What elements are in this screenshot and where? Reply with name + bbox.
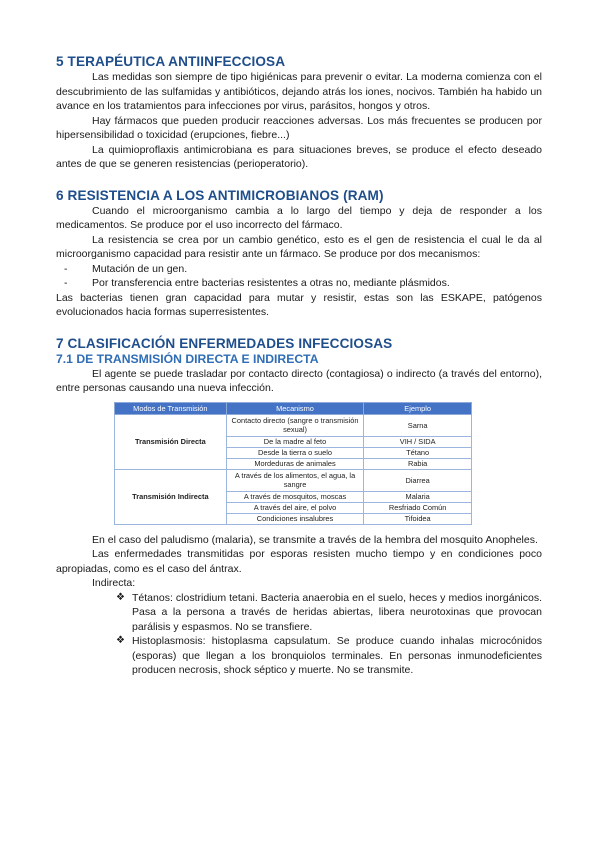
list-item [56, 591, 542, 635]
list-item-text: Por transferencia entre bacterias resistentes a otras no, mediante plásmidos. [92, 277, 450, 289]
table-header-cell: Modos de Transmisión [115, 402, 227, 414]
example-cell: VIH / SIDA [364, 436, 472, 447]
list-item-text: Mutación de un gen. [92, 262, 188, 275]
example-cell: Sarna [364, 414, 472, 436]
transmission-table [114, 402, 472, 525]
s7-paragraph-1: El agente se puede trasladar por contacto directo (contagiosa) o indirecto (a través del entorno), entre personas causando una nueva infección. [56, 367, 542, 394]
s5-paragraph-2: Hay fármacos que pueden producir reacciones adversas. Los más frecuentes se producen por hipersensibilidad o toxicidad (erupciones, fiebre...) [56, 114, 542, 141]
table-header-cell: Mecanismo [226, 402, 364, 414]
s6-paragraph-3: Las bacterias tienen gran capacidad para mutar y resistir, estas son las ESKAPE, patógenos evolucionados hacia formas superresistentes. [56, 291, 542, 318]
list-item-text: Tétanos: clostridium tetani. Bacteria anaerobia en el suelo, heces y medios inorgánicos. Pasa a la persona a través de heridas abiertas, libera neurotoxinas que provocan parálisis y espasmos. No se transfiere. [132, 591, 542, 633]
list-item [56, 262, 542, 277]
mechanism-cell: A través de los alimentos, el agua, la sangre [226, 469, 364, 491]
dash-bullet-icon: - [64, 262, 68, 275]
group-label-direct: Transmisión Directa [115, 414, 227, 469]
example-cell: Malaria [364, 491, 472, 502]
indirect-label: Indirecta: [92, 577, 136, 589]
dash-bullet-icon: - [64, 277, 68, 289]
example-cell: Diarrea [364, 469, 472, 491]
s6-paragraph-1: Cuando el microorganismo cambia a lo largo del tiempo y deja de responder a los medicamentos. Se produce por el uso incorrecto del fármaco. [56, 204, 542, 231]
example-cell: Tétano [364, 447, 472, 458]
mechanism-cell: De la madre al feto [226, 436, 364, 447]
mechanism-cell: A través de mosquitos, moscas [226, 491, 364, 502]
table-row [115, 469, 472, 491]
mechanism-cell: Desde la tierra o suelo [226, 447, 364, 458]
mechanism-cell: Contacto directo (sangre o transmisión sexual) [226, 414, 364, 436]
mechanism-cell: Mordeduras de animales [226, 458, 364, 469]
list-item-text: Histoplasmosis: histoplasma capsulatum. Se produce cuando inhalas microcónidos (esporas) que llegan a los bronquiolos terminales. En personas inmunodeficientes producen necrosis, shock séptico y muerte. No se transmite. [132, 635, 542, 676]
s6-paragraph-2: La resistencia se crea por un cambio genético, esto es el gen de resistencia el cual le da al microorganismo capacidad para resistir ante un fármaco. Se produce por dos mecanismos: [56, 233, 542, 260]
s5-paragraph-1: Las medidas son siempre de tipo higiénicas para prevenir o evitar. La moderna comienza con el descubrimiento de las sulfamidas y antibióticos, dejando atrás los iones, nocivos. También ha habido un avance en los tratamientos para infecciones por virus, parásitos, hongos y otros. [56, 71, 542, 112]
example-cell: Tifoidea [364, 513, 472, 524]
s5-paragraph-3: La quimioproflaxis antimicrobiana es para situaciones breves, se produce el efecto deseado antes de que se generen resistencias (perioperatorio). [56, 143, 542, 170]
indirect-diseases-list [56, 591, 542, 678]
example-cell: Rabia [364, 458, 472, 469]
section-6-heading: 6 RESISTENCIA A LOS ANTIMICROBIANOS (RAM) [56, 187, 384, 203]
list-item [56, 276, 542, 291]
s7-paragraph-3: Las enfermedades transmitidas por esporas resisten mucho tiempo y en condiciones poco apropiadas, como es el caso del ántrax. [56, 548, 542, 575]
mechanism-cell: Condiciones insalubres [226, 513, 364, 524]
example-cell: Resfriado Común [364, 502, 472, 513]
section-7-heading: 7 CLASIFICACIÓN ENFERMEDADES INFECCIOSAS [56, 335, 393, 351]
group-label-indirect: Transmisión Indirecta [115, 469, 227, 524]
s7-paragraph-2: En el caso del paludismo (malaria), se transmite a través de la hembra del mosquito Anopheles. [92, 533, 538, 546]
section-5-heading: 5 TERAPÉUTICA ANTIINFECCIOSA [56, 54, 286, 69]
list-item [56, 634, 542, 678]
table-header-cell: Ejemplo [364, 402, 472, 414]
mechanism-cell: A través del aire, el polvo [226, 502, 364, 513]
diamond-bullet-icon: ❖ [116, 591, 125, 603]
diamond-bullet-icon: ❖ [116, 635, 125, 646]
mechanisms-list [56, 262, 542, 291]
table-header-row [115, 402, 472, 414]
section-7-1-subheading: 7.1 DE TRANSMISIÓN DIRECTA E INDIRECTA [56, 351, 319, 366]
document-content [56, 53, 542, 678]
table-row [115, 414, 472, 436]
transmission-table-wrap [114, 402, 472, 525]
